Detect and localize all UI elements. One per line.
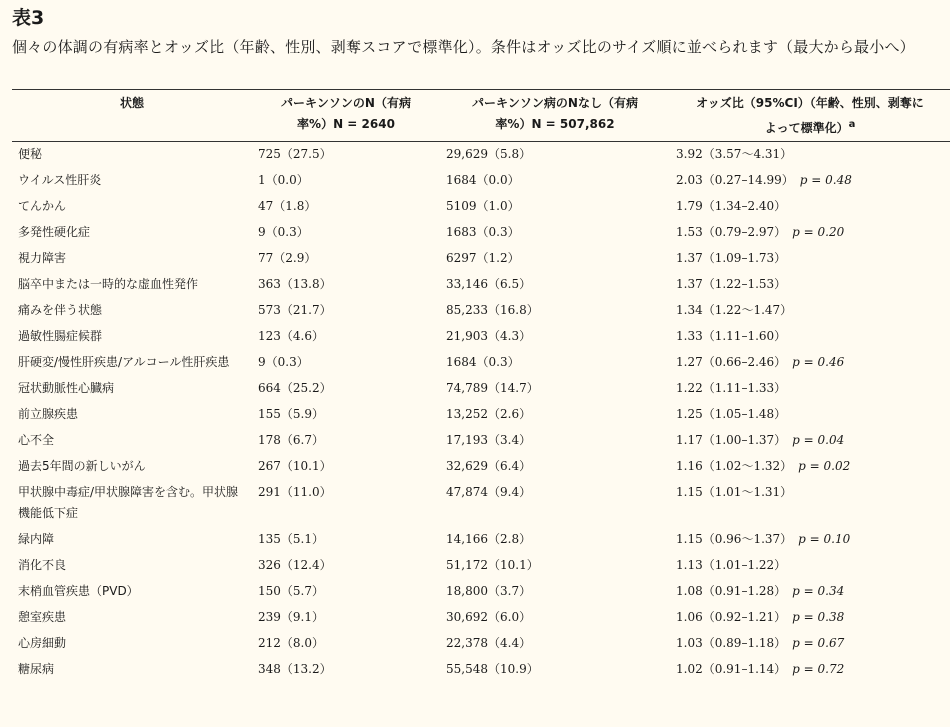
condition-cell: 肝硬変/慢性肝疾患/アルコール性肝疾患 bbox=[18, 355, 230, 369]
odds-ratio-cell bbox=[670, 480, 950, 527]
odds-ratio-cell bbox=[670, 350, 950, 376]
p-value: p = 0.02 bbox=[798, 459, 851, 473]
odds-ratio-value: 2.03（0.27–14.99） bbox=[676, 173, 794, 187]
odds-ratio-value: 1.08（0.91–1.28） bbox=[676, 584, 787, 598]
condition-cell: 甲状腺中毒症/甲状腺障害を含む。甲状腺機能低下症 bbox=[18, 485, 239, 520]
pd-count-cell: 77（2.9） bbox=[258, 251, 317, 265]
pd-count-cell: 9（0.3） bbox=[258, 355, 309, 369]
pd-count-cell: 9（0.3） bbox=[258, 225, 309, 239]
table-row bbox=[12, 631, 950, 657]
odds-ratio-cell bbox=[670, 605, 950, 631]
condition-cell: てんかん bbox=[18, 199, 67, 213]
no-pd-count-cell: 1684（0.0） bbox=[446, 173, 520, 187]
table-row bbox=[12, 527, 950, 553]
p-value: p = 0.46 bbox=[792, 355, 845, 369]
pd-count-cell: 212（8.0） bbox=[258, 636, 324, 650]
p-value: p = 0.38 bbox=[792, 610, 845, 624]
header-condition: 状態 bbox=[12, 90, 252, 142]
no-pd-count-cell: 74,789（14.7） bbox=[446, 381, 539, 395]
no-pd-count-cell: 18,800（3.7） bbox=[446, 584, 532, 598]
table-row bbox=[12, 168, 950, 194]
pd-count-cell: 1（0.0） bbox=[258, 173, 309, 187]
pd-count-cell: 664（25.2） bbox=[258, 381, 332, 395]
odds-ratio-cell bbox=[670, 376, 950, 402]
no-pd-count-cell: 13,252（2.6） bbox=[446, 407, 532, 421]
condition-cell: 心不全 bbox=[18, 433, 55, 447]
odds-ratio-value: 1.02（0.91–1.14） bbox=[676, 662, 787, 676]
pd-count-cell: 267（10.1） bbox=[258, 459, 332, 473]
no-pd-count-cell: 47,874（9.4） bbox=[446, 485, 532, 499]
footnote-marker: a bbox=[848, 119, 856, 130]
p-value: p = 0.48 bbox=[799, 173, 852, 187]
table-row bbox=[12, 428, 950, 454]
table-row bbox=[12, 298, 950, 324]
odds-ratio-cell bbox=[670, 220, 950, 246]
odds-ratio-cell bbox=[670, 553, 950, 579]
condition-cell: 憩室疾患 bbox=[18, 610, 67, 624]
odds-ratio-cell bbox=[670, 402, 950, 428]
condition-cell: 脳卒中または一時的な虚血性発作 bbox=[18, 277, 199, 291]
p-value: p = 0.04 bbox=[792, 433, 845, 447]
table-row bbox=[12, 454, 950, 480]
table-row bbox=[12, 220, 950, 246]
no-pd-count-cell: 1683（0.3） bbox=[446, 225, 520, 239]
no-pd-count-cell: 21,903（4.3） bbox=[446, 329, 532, 343]
odds-ratio-cell bbox=[670, 579, 950, 605]
header-row bbox=[12, 90, 950, 142]
pd-count-cell: 363（13.8） bbox=[258, 277, 332, 291]
pd-count-cell: 123（4.6） bbox=[258, 329, 324, 343]
table-row bbox=[12, 272, 950, 298]
condition-cell: 糖尿病 bbox=[18, 662, 55, 676]
no-pd-count-cell: 17,193（3.4） bbox=[446, 433, 532, 447]
header-odds-ratio: オッズ比（95%CI）（年齢、性別、剥奪に よって標準化）$^a$ bbox=[670, 90, 950, 142]
condition-cell: 視力障害 bbox=[18, 251, 67, 265]
odds-ratio-value: 1.13（1.01–1.22） bbox=[676, 558, 787, 572]
header-pd-count: パーキンソンのN（有病 率%）N = 2640 bbox=[252, 90, 440, 142]
condition-cell: 前立腺疾患 bbox=[18, 407, 79, 421]
odds-ratio-cell bbox=[670, 527, 950, 553]
pd-count-cell: 239（9.1） bbox=[258, 610, 324, 624]
prevalence-table bbox=[12, 89, 950, 683]
pd-count-cell: 326（12.4） bbox=[258, 558, 332, 572]
table-row bbox=[12, 194, 950, 220]
odds-ratio-cell bbox=[670, 631, 950, 657]
condition-cell: 多発性硬化症 bbox=[18, 225, 91, 239]
p-value: p = 0.10 bbox=[798, 532, 851, 546]
table-row bbox=[12, 657, 950, 683]
odds-ratio-value: 1.37（1.09–1.73） bbox=[676, 251, 787, 265]
table-caption: 個々の体調の有病率とオッズ比（年齢、性別、剥奪スコアで標準化）。条件はオッズ比のサイズ順に並べられます（最大から最小へ） bbox=[12, 38, 915, 56]
odds-ratio-value: 1.53（0.79–2.97） bbox=[676, 225, 787, 239]
odds-ratio-value: 1.15（0.96〜1.37） bbox=[676, 532, 793, 546]
odds-ratio-value: 1.22（1.11–1.33） bbox=[676, 381, 787, 395]
table-title: 表3 bbox=[12, 7, 45, 29]
table-row bbox=[12, 142, 950, 169]
condition-cell: 末梢血管疾患（PVD） bbox=[18, 584, 139, 598]
odds-ratio-cell bbox=[670, 298, 950, 324]
condition-cell: 過去5年間の新しいがん bbox=[18, 459, 146, 473]
pd-count-cell: 348（13.2） bbox=[258, 662, 332, 676]
table-row bbox=[12, 553, 950, 579]
table-row bbox=[12, 480, 950, 527]
condition-cell: 消化不良 bbox=[18, 558, 67, 572]
condition-cell: 緑内障 bbox=[18, 532, 55, 546]
no-pd-count-cell: 6297（1.2） bbox=[446, 251, 520, 265]
odds-ratio-value: 1.25（1.05–1.48） bbox=[676, 407, 787, 421]
no-pd-count-cell: 30,692（6.0） bbox=[446, 610, 532, 624]
header-no-pd-count: パーキンソン病のNなし（有病 率%）N = 507,862 bbox=[440, 90, 670, 142]
odds-ratio-cell bbox=[670, 324, 950, 350]
odds-ratio-value: 1.33（1.11–1.60） bbox=[676, 329, 787, 343]
table-row bbox=[12, 402, 950, 428]
odds-ratio-value: 1.15（1.01〜1.31） bbox=[676, 485, 793, 499]
odds-ratio-value: 1.16（1.02〜1.32） bbox=[676, 459, 793, 473]
no-pd-count-cell: 55,548（10.9） bbox=[446, 662, 539, 676]
no-pd-count-cell: 1684（0.3） bbox=[446, 355, 520, 369]
odds-ratio-cell bbox=[670, 657, 950, 683]
table-row bbox=[12, 246, 950, 272]
pd-count-cell: 135（5.1） bbox=[258, 532, 324, 546]
no-pd-count-cell: 85,233（16.8） bbox=[446, 303, 539, 317]
pd-count-cell: 155（5.9） bbox=[258, 407, 324, 421]
odds-ratio-cell bbox=[670, 168, 950, 194]
odds-ratio-value: 1.79（1.34–2.40） bbox=[676, 199, 787, 213]
odds-ratio-value: 1.03（0.89–1.18） bbox=[676, 636, 787, 650]
odds-ratio-cell bbox=[670, 246, 950, 272]
no-pd-count-cell: 51,172（10.1） bbox=[446, 558, 539, 572]
pd-count-cell: 291（11.0） bbox=[258, 485, 332, 499]
table-row bbox=[12, 324, 950, 350]
table-row bbox=[12, 579, 950, 605]
pd-count-cell: 573（21.7） bbox=[258, 303, 332, 317]
table-row bbox=[12, 605, 950, 631]
pd-count-cell: 150（5.7） bbox=[258, 584, 324, 598]
no-pd-count-cell: 32,629（6.4） bbox=[446, 459, 532, 473]
p-value: p = 0.67 bbox=[792, 636, 845, 650]
no-pd-count-cell: 5109（1.0） bbox=[446, 199, 520, 213]
p-value: p = 0.20 bbox=[792, 225, 845, 239]
odds-ratio-cell bbox=[670, 454, 950, 480]
pd-count-cell: 725（27.5） bbox=[258, 147, 332, 161]
odds-ratio-value: 1.34（1.22〜1.47） bbox=[676, 303, 793, 317]
odds-ratio-value: 1.06（0.92–1.21） bbox=[676, 610, 787, 624]
odds-ratio-cell bbox=[670, 142, 950, 169]
odds-ratio-value: 1.17（1.00–1.37） bbox=[676, 433, 787, 447]
pd-count-cell: 178（6.7） bbox=[258, 433, 324, 447]
odds-ratio-value: 1.27（0.66–2.46） bbox=[676, 355, 787, 369]
condition-cell: 冠状動脈性心臓病 bbox=[18, 381, 115, 395]
odds-ratio-cell bbox=[670, 194, 950, 220]
no-pd-count-cell: 29,629（5.8） bbox=[446, 147, 532, 161]
condition-cell: 便秘 bbox=[18, 147, 43, 161]
odds-ratio-value: 1.37（1.22–1.53） bbox=[676, 277, 787, 291]
condition-cell: ウイルス性肝炎 bbox=[18, 173, 102, 187]
odds-ratio-cell bbox=[670, 428, 950, 454]
pd-count-cell: 47（1.8） bbox=[258, 199, 317, 213]
condition-cell: 痛みを伴う状態 bbox=[18, 303, 103, 317]
table-row bbox=[12, 350, 950, 376]
condition-cell: 過敏性腸症候群 bbox=[18, 329, 103, 343]
no-pd-count-cell: 22,378（4.4） bbox=[446, 636, 532, 650]
no-pd-count-cell: 14,166（2.8） bbox=[446, 532, 532, 546]
table-row bbox=[12, 376, 950, 402]
condition-cell: 心房細動 bbox=[18, 636, 67, 650]
odds-ratio-cell bbox=[670, 272, 950, 298]
no-pd-count-cell: 33,146（6.5） bbox=[446, 277, 532, 291]
p-value: p = 0.72 bbox=[792, 662, 845, 676]
odds-ratio-value: 3.92（3.57〜4.31） bbox=[676, 147, 793, 161]
p-value: p = 0.34 bbox=[792, 584, 845, 598]
